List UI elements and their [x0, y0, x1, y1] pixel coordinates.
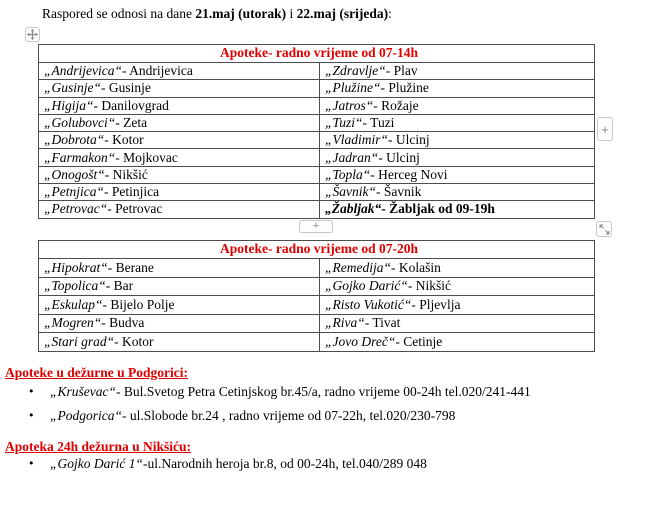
pharmacy-cell	[39, 201, 320, 218]
pharmacy-name: „Gusinje“	[44, 80, 102, 96]
table-header-row	[39, 45, 595, 63]
pharmacy-city: - Ulcinj	[388, 132, 430, 148]
pharmacy-details: -ul.Narodnih heroja br.8, od 00-24h, tel.040/289 048	[143, 456, 427, 471]
pharmacy-name: „Plužine“	[325, 80, 381, 96]
table-header-07-14h: Apoteke- radno vrijeme od 07-14h	[39, 45, 595, 63]
pharmacy-name: „Tuzi“	[325, 114, 363, 130]
list-item-text	[50, 456, 427, 472]
pharmacy-city: - Budva	[101, 315, 145, 331]
pharmacy-city: - Rožaje	[373, 97, 419, 113]
table-add-row-button[interactable]	[299, 220, 333, 233]
table-row	[39, 277, 595, 296]
pharmacy-cell	[39, 97, 320, 114]
list-item	[28, 384, 531, 400]
pharmacy-cell	[320, 184, 595, 201]
table-resize-handle[interactable]	[596, 221, 612, 237]
pharmacy-cell	[39, 166, 320, 183]
table-row	[39, 63, 595, 80]
pharmacy-city: - Petinjica	[104, 184, 160, 200]
table-row	[39, 114, 595, 131]
pharmacy-cell	[39, 277, 320, 296]
pharmacy-name: „Jadran“	[325, 149, 379, 165]
pharmacy-name: „Jovo Dreč“	[325, 334, 396, 350]
pharmacy-cell	[320, 277, 595, 296]
table-row	[39, 132, 595, 149]
pharmacy-cell	[39, 63, 320, 80]
pharmacy-details: - ul.Slobode br.24 , radno vrijeme od 07-22h, tel.020/230-798	[122, 408, 456, 423]
pharmacy-city: - Andrijevica	[122, 63, 193, 79]
pharmacy-name: „Stari grad“	[44, 334, 115, 350]
page-title	[42, 6, 392, 22]
pharmacy-city: - Cetinje	[395, 334, 443, 350]
pharmacy-name: „Riva“	[325, 315, 365, 331]
pharmacy-city: - Nikšić	[407, 278, 452, 294]
pharmacy-city: - Mojkovac	[115, 149, 178, 165]
pharmacy-cell	[320, 97, 595, 114]
podgorica-pharmacy-list	[28, 384, 531, 432]
pharmacy-cell	[320, 63, 595, 80]
pharmacy-cell	[39, 333, 320, 352]
pharmacy-city: - Bijelo Polje	[102, 296, 175, 312]
pharmacy-city: - Kolašin	[391, 259, 441, 275]
pharmacy-name: „Topla“	[325, 166, 371, 182]
pharmacy-name: „Jatros“	[325, 97, 374, 113]
pharmacy-city: - Zeta	[115, 114, 148, 130]
table-radno-vrijeme-07-20h	[38, 240, 595, 352]
pharmacy-name: „Golubovci“	[44, 114, 116, 130]
pharmacy-cell	[320, 314, 595, 333]
pharmacy-cell	[320, 132, 595, 149]
title-text: Raspored se odnosi na dane	[42, 6, 196, 21]
pharmacy-cell	[320, 296, 595, 315]
pharmacy-cell	[320, 333, 595, 352]
pharmacy-city: - Petrovac	[107, 201, 163, 217]
pharmacy-name: „Farmakon“	[44, 149, 116, 165]
pharmacy-cell	[39, 80, 320, 97]
table-row	[39, 184, 595, 201]
table-row	[39, 166, 595, 183]
pharmacy-name: „Petnjica“	[44, 184, 104, 200]
pharmacy-name: „Eskulap“	[44, 296, 103, 312]
pharmacy-city: - Šavnik	[376, 184, 422, 200]
pharmacy-city: - Nikšić	[104, 166, 148, 182]
pharmacy-cell	[320, 259, 595, 278]
plus-icon: +	[601, 121, 609, 137]
pharmacy-city: - Herceg Novi	[370, 166, 448, 182]
pharmacy-cell	[39, 314, 320, 333]
pharmacy-cell	[320, 80, 595, 97]
move-icon	[27, 29, 38, 40]
pharmacy-name: „Andrijevica“	[44, 63, 122, 79]
pharmacy-name: „Žabljak“	[325, 201, 382, 217]
list-item-text	[50, 384, 531, 400]
table-row	[39, 149, 595, 166]
pharmacy-name: „Podgorica“	[50, 408, 123, 423]
pharmacy-name: „Mogren“	[44, 315, 102, 331]
pharmacy-name: „Gojko Darić 1“	[50, 456, 144, 471]
pharmacy-cell	[39, 132, 320, 149]
table-row	[39, 80, 595, 97]
pharmacy-name: „Topolica“	[44, 278, 106, 294]
pharmacy-name: „Onogošt“	[44, 166, 105, 182]
pharmacy-city: - Kotor	[114, 334, 154, 350]
pharmacy-cell	[320, 201, 595, 218]
title-suffix: :	[388, 6, 392, 21]
list-item	[28, 408, 531, 424]
title-conjunction: i	[286, 6, 297, 21]
pharmacy-name: „Zdravlje“	[325, 63, 386, 79]
pharmacy-name: „Hipokrat“	[44, 259, 108, 275]
table-row	[39, 333, 595, 352]
pharmacy-cell	[39, 149, 320, 166]
pharmacy-city: - Žabljak od 09-19h	[381, 201, 495, 217]
pharmacy-name: „Vladimir“	[325, 132, 389, 148]
pharmacy-cell	[320, 149, 595, 166]
section-heading-podgorica: Apoteke u dežurne u Podgorici:	[5, 365, 188, 380]
pharmacy-cell	[39, 259, 320, 278]
pharmacy-name: „Dobrota“	[44, 132, 105, 148]
pharmacy-cell	[320, 166, 595, 183]
pharmacy-name: „Risto Vukotić“	[325, 296, 412, 312]
pharmacy-name: „Remedija“	[325, 259, 391, 275]
table-row	[39, 314, 595, 333]
pharmacy-city: - Bar	[105, 278, 134, 294]
pharmacy-city: - Gusinje	[101, 80, 151, 96]
pharmacy-city: - Tivat	[364, 315, 401, 331]
pharmacy-city: - Plav	[385, 63, 418, 79]
pharmacy-city: - Ulcinj	[378, 149, 420, 165]
pharmacy-city: - Tuzi	[362, 114, 395, 130]
pharmacy-cell	[320, 114, 595, 131]
list-item	[28, 456, 427, 472]
table-row	[39, 259, 595, 278]
pharmacy-details: - Bul.Svetog Petra Cetinjskog br.45/a, radno vrijeme 00-24h tel.020/241-441	[116, 384, 531, 399]
pharmacy-cell	[39, 296, 320, 315]
pharmacy-name: „Higija“	[44, 97, 94, 113]
pharmacy-city: - Kotor	[104, 132, 144, 148]
resize-diagonal-icon	[599, 224, 610, 235]
bullet-icon: •	[28, 385, 35, 398]
title-date-2: 22.maj (srijeda)	[296, 6, 389, 21]
table-header-row	[39, 241, 595, 259]
pharmacy-city: - Pljevlja	[411, 296, 461, 312]
pharmacy-cell	[39, 184, 320, 201]
pharmacy-city: - Berane	[107, 259, 154, 275]
pharmacy-name: „Šavnik“	[325, 184, 377, 200]
pharmacy-city: - Plužine	[380, 80, 429, 96]
table-row	[39, 296, 595, 315]
list-item-text	[50, 408, 455, 424]
section-heading-niksic: Apoteka 24h dežurna u Nikšiću:	[5, 439, 192, 454]
table-row	[39, 201, 595, 218]
table-header-07-20h: Apoteke- radno vrijeme od 07-20h	[39, 241, 595, 259]
pharmacy-cell	[39, 114, 320, 131]
niksic-pharmacy-list	[28, 456, 427, 480]
table-row	[39, 97, 595, 114]
pharmacy-name: „Kruševac“	[50, 384, 117, 399]
plus-icon: +	[312, 220, 320, 232]
bullet-icon: •	[28, 457, 35, 470]
pharmacy-name: „Gojko Darić“	[325, 278, 408, 294]
pharmacy-name: „Petrovac“	[44, 201, 108, 217]
table-add-column-button[interactable]	[597, 117, 613, 141]
title-date-1: 21.maj (utorak)	[195, 6, 287, 21]
table-radno-vrijeme-07-14h	[38, 44, 595, 219]
pharmacy-city: - Danilovgrad	[93, 97, 169, 113]
table-move-handle[interactable]	[25, 27, 40, 42]
bullet-icon: •	[28, 409, 35, 422]
